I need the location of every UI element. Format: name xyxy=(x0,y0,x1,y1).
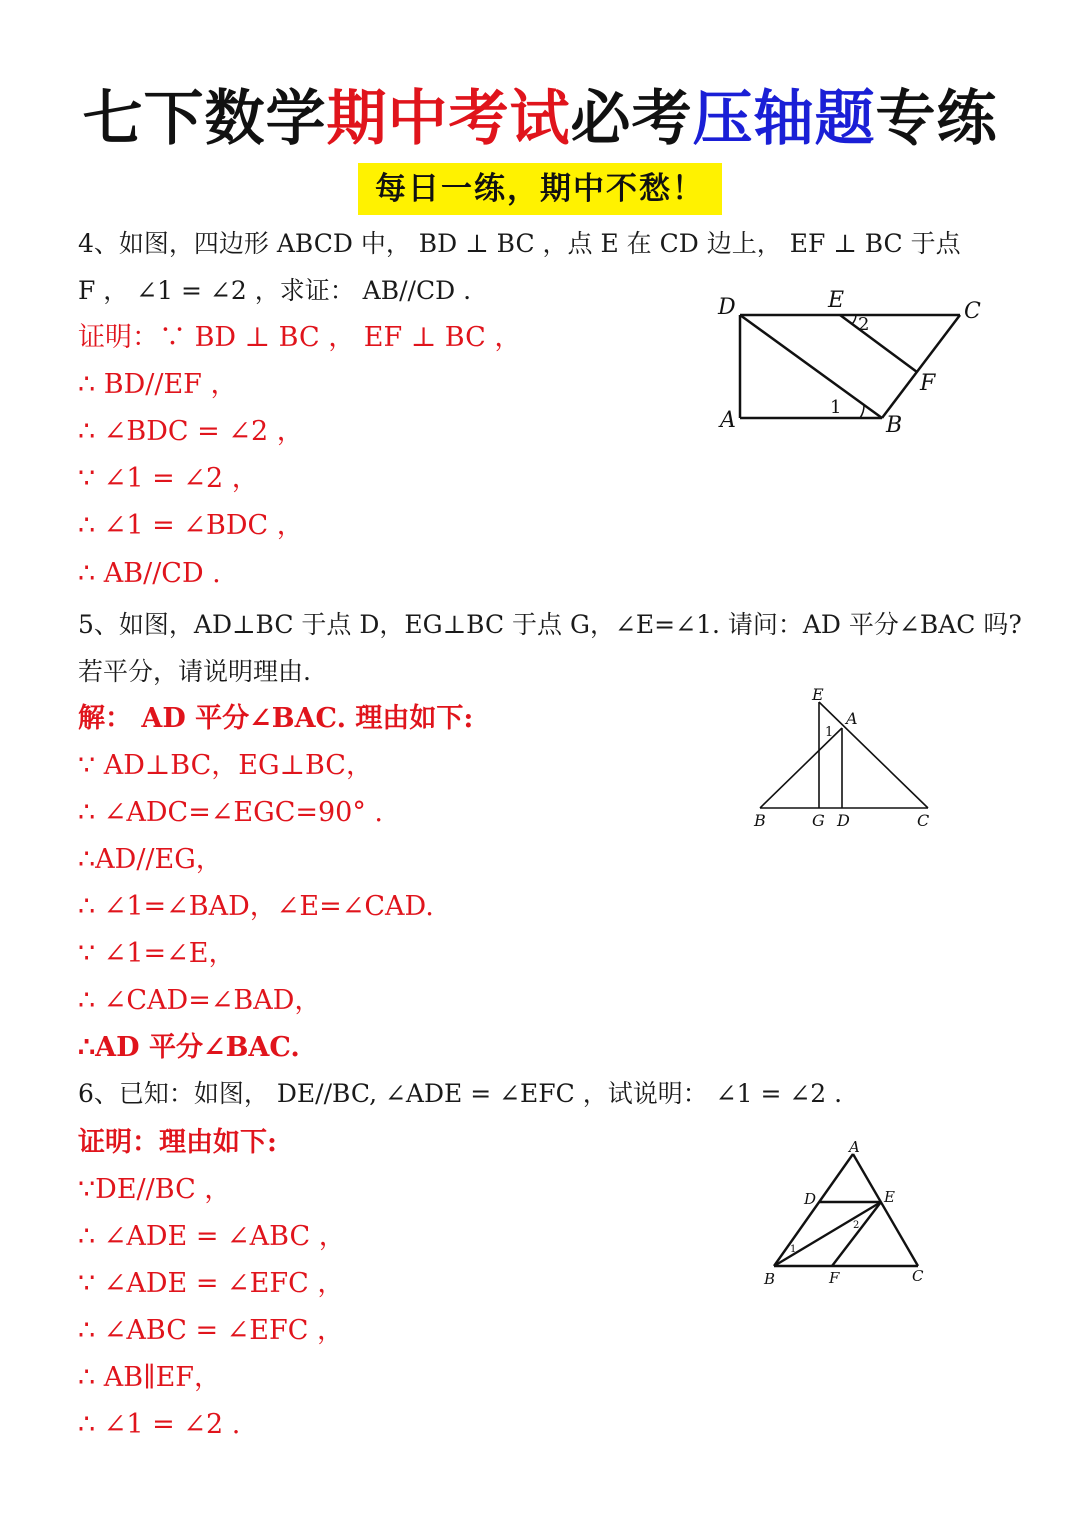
label-d: D xyxy=(837,811,850,830)
label-f: F xyxy=(829,1269,840,1287)
segment-ef xyxy=(832,1202,881,1266)
q6-proof-line: ∴ ∠1 = ∠2 . xyxy=(78,1409,241,1440)
label-c: C xyxy=(917,811,930,830)
q5-proof-line: ∵ ∠1=∠E， xyxy=(78,938,236,969)
title-part-4: 压轴题 xyxy=(692,84,876,154)
q4-statement-line-1: 4、如图，四边形 ABCD 中， BD ⊥ BC ，点 E 在 CD 边上， EF ⊥ BC 于点 xyxy=(78,229,961,258)
q5-statement-line-2: 若平分，请说明理由. xyxy=(78,657,311,686)
segment-bc xyxy=(882,315,960,418)
segment-ec xyxy=(819,702,928,808)
segment-be xyxy=(774,1202,881,1266)
q6-figure xyxy=(752,1138,952,1298)
label-b: B xyxy=(764,1270,776,1288)
q5-figure xyxy=(740,680,960,840)
q5-proof-line: ∴ ∠CAD=∠BAD， xyxy=(78,985,322,1016)
label-angle-1: 1 xyxy=(825,725,834,740)
title-part-2: 期中考试 xyxy=(326,84,571,154)
q4-proof-line: ∴ AB//CD . xyxy=(78,558,221,589)
segment-ac xyxy=(853,1154,918,1266)
label-b: B xyxy=(886,413,903,438)
q5-statement-line-1: 5、如图，AD⊥BC 于点 D，EG⊥BC 于点 G，∠E=∠1. 请问：AD 平分∠BAC 吗? xyxy=(78,610,1022,639)
label-e: E xyxy=(812,685,824,704)
q5-proof-line: ∴AD 平分∠BAC. xyxy=(78,1032,300,1063)
label-f: F xyxy=(920,371,936,396)
page-title xyxy=(0,84,1080,154)
segment-ab xyxy=(774,1154,853,1266)
label-angle-1: 1 xyxy=(790,1244,797,1255)
label-e: E xyxy=(828,288,845,313)
q4-proof-line: 证明：∵ BD ⊥ BC ， EF ⊥ BC ， xyxy=(78,322,522,353)
angle-1-arc xyxy=(860,405,864,418)
q4-statement-line-2: F ， ∠1 = ∠2 ，求证： AB//CD . xyxy=(78,276,472,305)
label-e: E xyxy=(884,1188,895,1206)
q6-proof-line: 证明：理由如下: xyxy=(78,1127,277,1158)
q4-proof-line: ∵ ∠1 = ∠2 ， xyxy=(78,463,259,494)
label-angle-2: 2 xyxy=(853,1220,860,1231)
label-c: C xyxy=(912,1267,924,1285)
title-part-3: 必考 xyxy=(570,84,693,154)
q5-proof-line: ∵ AD⊥BC，EG⊥BC， xyxy=(78,750,373,781)
q5-proof-line: ∴ ∠ADC=∠EGC=90° . xyxy=(78,797,384,828)
label-b: B xyxy=(754,811,766,830)
angle-2-arc xyxy=(852,315,856,324)
title-part-5: 专练 xyxy=(875,84,998,154)
label-angle-1: 1 xyxy=(830,397,842,418)
q4-proof-line: ∴ BD//EF ， xyxy=(78,369,238,400)
label-d: D xyxy=(804,1190,817,1208)
title-part-1: 七下数学 xyxy=(82,84,327,154)
label-d: D xyxy=(718,295,736,320)
q5-proof-line: ∴AD//EG， xyxy=(78,844,223,875)
segment-ba xyxy=(760,728,842,808)
label-c: C xyxy=(964,299,981,324)
label-a: A xyxy=(849,1138,860,1156)
label-a: A xyxy=(846,709,858,728)
label-g: G xyxy=(812,811,825,830)
q6-proof-line: ∴ ∠ADE = ∠ABC ， xyxy=(78,1221,346,1252)
q6-proof-line: ∵ ∠ADE = ∠EFC ， xyxy=(78,1268,345,1299)
q6-statement-line-1: 6、已知：如图， DE//BC, ∠ADE = ∠EFC ，试说明： ∠1 = ∠2 . xyxy=(78,1079,843,1108)
q4-proof-line: ∴ ∠BDC = ∠2 ， xyxy=(78,416,304,447)
banner-slogan: 每日一练，期中不愁！ xyxy=(358,163,722,215)
q6-proof-line: ∴ ∠ABC = ∠EFC ， xyxy=(78,1315,344,1346)
q6-proof-line: ∵DE//BC ， xyxy=(78,1174,232,1205)
label-a: A xyxy=(720,408,736,433)
q5-proof-line: 解： AD 平分∠BAC. 理由如下: xyxy=(78,703,474,734)
q4-proof-line: ∴ ∠1 = ∠BDC ， xyxy=(78,510,304,541)
label-angle-2: 2 xyxy=(858,314,870,335)
q6-proof-line: ∴ AB∥EF， xyxy=(78,1362,222,1393)
q5-proof-line: ∴ ∠1=∠BAD，∠E=∠CAD. xyxy=(78,891,434,922)
q4-figure xyxy=(700,280,1000,440)
